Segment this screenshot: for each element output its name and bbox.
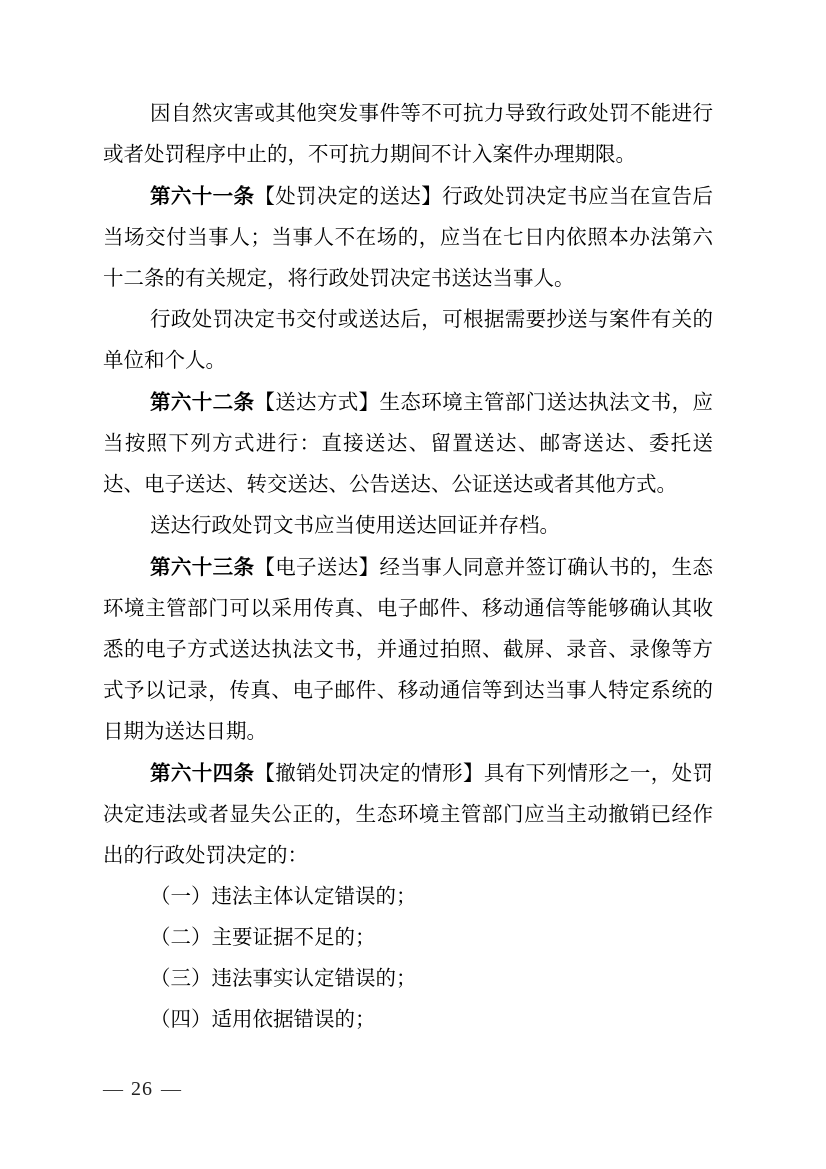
paragraph: 行政处罚决定书交付或送达后，可根据需要抄送与案件有关的单位和个人。 [103,309,713,372]
footer-dash-left: — [103,1078,123,1100]
article-text: 行政处罚决定书应当在宣告后当场交付当事人；当事人不在场的，应当在七日内依照本办法第六十二条的有关规定，将行政处罚决定书送达当事人。 [103,186,714,290]
article-paragraph [103,382,713,506]
paragraph: （一）违法主体认定错误的； [150,886,417,908]
paragraph: （三）违法事实认定错误的； [150,968,417,990]
article-paragraph [103,547,713,753]
article-title: 【电子送达】 [254,557,380,579]
article-title: 【送达方式】 [254,392,380,414]
article-number: 第六十三条 [150,556,255,579]
article-title: 【处罚决定的送达】 [254,186,443,208]
document-body [103,94,713,1041]
article-paragraph [103,753,713,877]
article-text: 经当事人同意并签订确认书的，生态环境主管部门可以采用传真、电子邮件、移动通信等能够确认其收悉的电子方式送达执法文书，并通过拍照、截屏、录音、录像等方式予以记录，传真、电子邮件、移动通信等到达当事人特定系统的日期为送达日期。 [103,557,714,743]
article-number: 第六十二条 [150,391,255,414]
paragraph: 送达行政处罚文书应当使用送达回证并存档。 [150,515,560,537]
article-title: 【撤销处罚决定的情形】 [254,763,484,785]
article-number: 第六十一条 [150,185,255,208]
article-text: 生态环境主管部门送达执法文书，应当按照下列方式进行：直接送达、留置送达、邮寄送达、委托送达、电子送达、转交送达、公告送达、公证送达或者其他方式。 [103,392,714,496]
article-number: 第六十四条 [150,762,255,785]
article-paragraph [103,176,713,300]
page-footer [103,1077,181,1101]
footer-dash-right: — [161,1078,181,1100]
article-text: 具有下列情形之一，处罚决定违法或者显失公正的，生态环境主管部门应当主动撤销已经作出的行政处罚决定的： [103,763,714,867]
paragraph: （四）适用依据错误的； [150,1009,376,1031]
paragraph: （二）主要证据不足的； [150,927,376,949]
page-number: 26 [131,1078,153,1100]
paragraph: 因自然灾害或其他突发事件等不可抗力导致行政处罚不能进行或者处罚程序中止的，不可抗力期间不计入案件办理期限。 [103,103,713,166]
